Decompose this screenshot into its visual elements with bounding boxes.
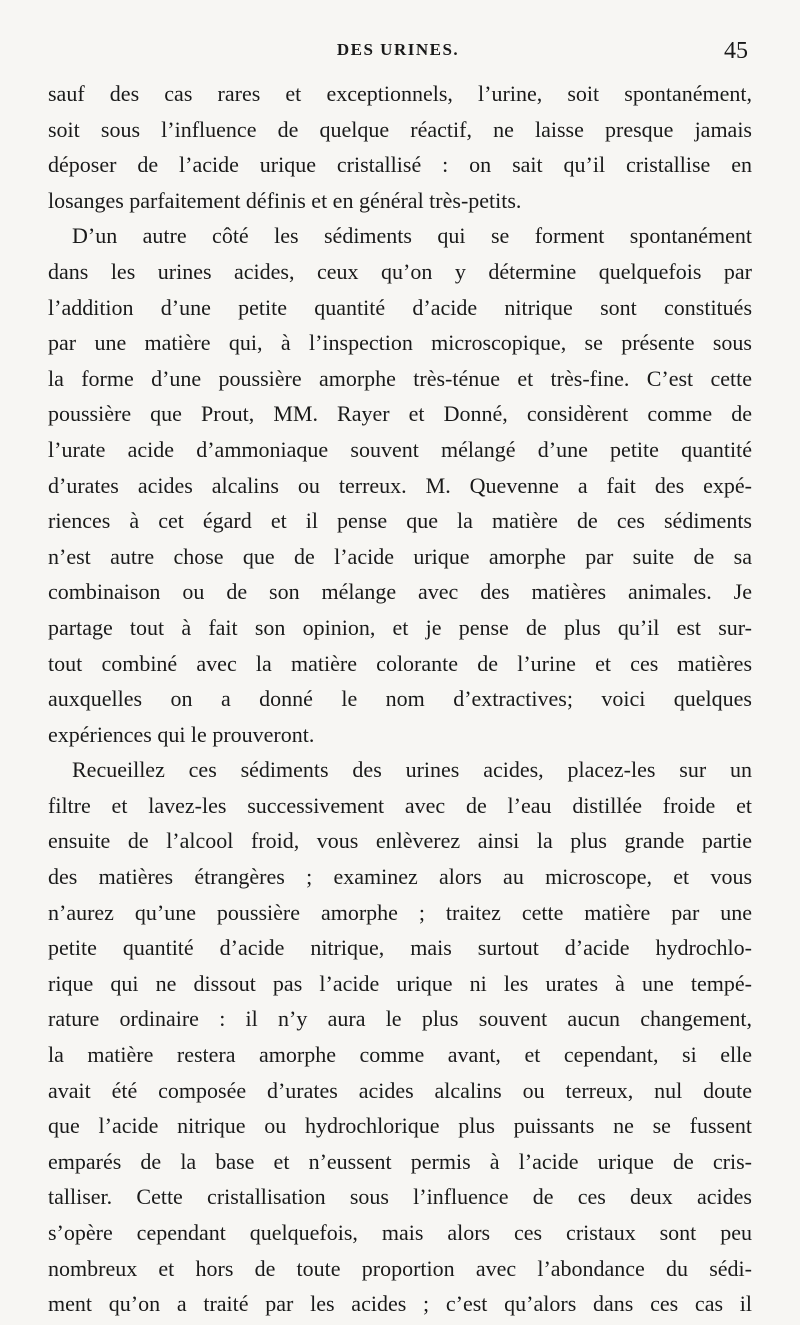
paragraph xyxy=(48,76,752,218)
text-line: nombreux et hors de toute proportion avec l’abondance du sédi- xyxy=(48,1255,752,1281)
text-line: talliser. Cette cristallisation sous l’influence de ces deux acides xyxy=(48,1184,752,1210)
text-line: losanges parfaitement définis et en général très-petits. xyxy=(48,187,522,213)
text-line: tout combiné avec la matière colorante de l’urine et ces matières xyxy=(48,650,752,676)
text-line: poussière que Prout, MM. Rayer et Donné, considèrent comme de xyxy=(48,401,752,427)
text-line: par une matière qui, à l’inspection microscopique, se présente sous xyxy=(48,330,752,356)
running-head xyxy=(48,40,748,70)
text-line: que l’acide nitrique ou hydrochlorique plus puissants ne se fussent xyxy=(48,1113,752,1139)
body-text xyxy=(48,76,752,1322)
running-title: DES URINES. xyxy=(336,40,460,59)
paragraph xyxy=(48,218,752,752)
text-line: rature ordinaire : il n’y aura le plus souvent aucun changement, xyxy=(48,1006,752,1032)
text-line: ensuite de l’alcool froid, vous enlèverez ainsi la plus grande partie xyxy=(48,828,752,854)
text-line: l’urate acide d’ammoniaque souvent mélangé d’une petite quantité xyxy=(48,436,752,462)
text-line: l’addition d’une petite quantité d’acide nitrique sont constitués xyxy=(48,294,752,320)
text-line: soit sous l’influence de quelque réactif, ne laisse presque jamais xyxy=(48,116,752,142)
text-line: la forme d’une poussière amorphe très-ténue et très-fine. C’est cette xyxy=(48,365,752,391)
text-line: petite quantité d’acide nitrique, mais surtout d’acide hydrochlo- xyxy=(48,935,752,961)
text-line: rique qui ne dissout pas l’acide urique ni les urates à une tempé- xyxy=(48,970,752,996)
text-line: combinaison ou de son mélange avec des matières animales. Je xyxy=(48,579,752,605)
text-line: expériences qui le prouveront. xyxy=(48,721,315,747)
text-line: riences à cet égard et il pense que la matière de ces sédiments xyxy=(48,508,752,534)
text-line: partage tout à fait son opinion, et je pense de plus qu’il est sur- xyxy=(48,614,752,640)
text-line: la matière restera amorphe comme avant, et cependant, si elle xyxy=(48,1042,752,1068)
text-line: s’opère cependant quelquefois, mais alors ces cristaux sont peu xyxy=(48,1220,752,1245)
text-line: auxquelles on a donné le nom d’extractives; voici quelques xyxy=(48,686,752,712)
paragraph xyxy=(48,752,752,1322)
text-line: Recueillez ces sédiments des urines acides, placez-les sur un xyxy=(72,757,752,783)
text-line: déposer de l’acide urique cristallisé : on sait qu’il cristallise en xyxy=(48,152,752,178)
text-line: des matières étrangères ; examinez alors au microscope, et vous xyxy=(48,864,752,890)
text-line: emparés de la base et n’eussent permis à l’acide urique de cris- xyxy=(48,1148,752,1174)
text-line: D’un autre côté les sédiments qui se forment spontanément xyxy=(72,223,752,249)
text-line: d’urates acides alcalins ou terreux. M. Quevenne a fait des expé- xyxy=(48,472,752,498)
page-number: 45 xyxy=(724,38,748,64)
text-line: filtre et lavez-les successivement avec de l’eau distillée froide et xyxy=(48,792,752,818)
text-line: n’est autre chose que de l’acide urique amorphe par suite de sa xyxy=(48,543,752,569)
text-line: dans les urines acides, ceux qu’on y détermine quelquefois par xyxy=(48,258,752,284)
text-line: ment qu’on a traité par les acides ; c’est qu’alors dans ces cas il xyxy=(48,1291,752,1317)
text-line: sauf des cas rares et exceptionnels, l’urine, soit spontanément, xyxy=(48,81,752,106)
text-line: avait été composée d’urates acides alcalins ou terreux, nul doute xyxy=(48,1077,752,1103)
text-line: n’aurez qu’une poussière amorphe ; traitez cette matière par une xyxy=(48,899,752,925)
